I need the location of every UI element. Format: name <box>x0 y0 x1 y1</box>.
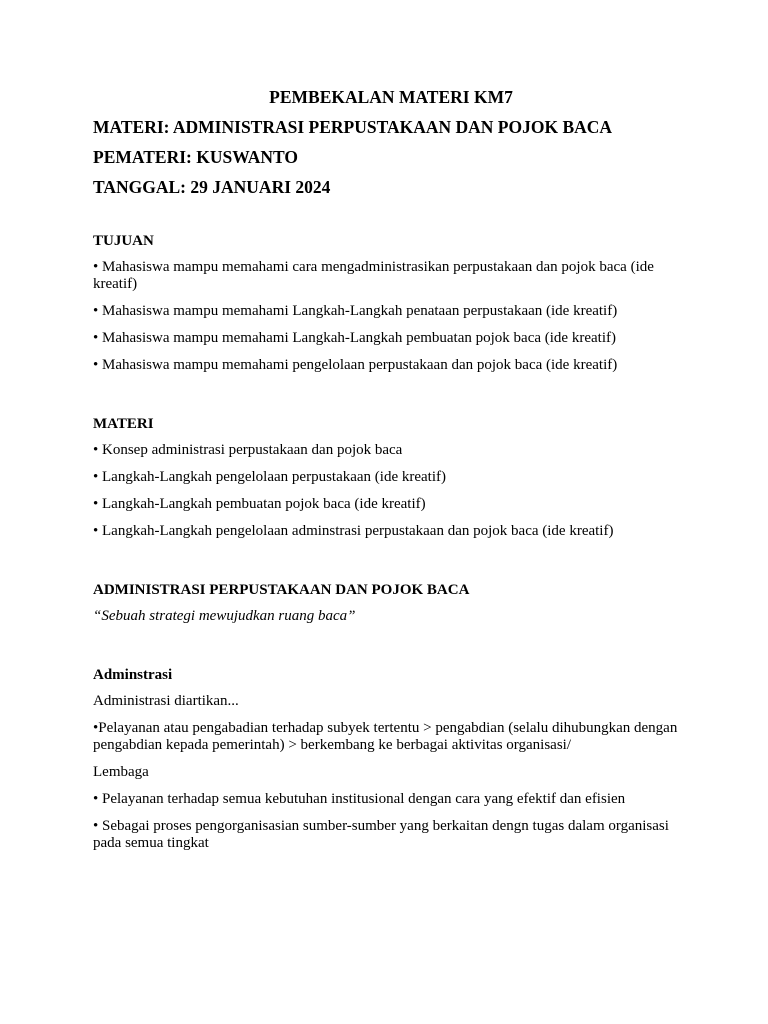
materi-item: • Langkah-Langkah pengelolaan perpustakaan (ide kreatif) <box>93 469 447 485</box>
materi-item: • Konsep administrasi perpustakaan dan pojok baca <box>93 442 403 458</box>
tanggal-line: TANGGAL: 29 JANUARI 2024 <box>93 177 331 197</box>
spacer <box>93 206 683 233</box>
adminstrasi-heading: Adminstrasi <box>93 667 173 683</box>
document-title: PEMBEKALAN MATERI KM7 <box>269 87 513 107</box>
tujuan-item: • Mahasiswa mampu memahami cara mengadministrasikan perpustakaan dan pojok baca (ide kreatif) <box>93 259 654 292</box>
administrasi-quote: “Sebuah strategi mewujudkan ruang baca” <box>93 608 356 624</box>
adminstrasi-item: •Pelayanan atau pengabadian terhadap subyek tertentu > pengabdian (selalu dihubungkan dengan pengabdian kepada pemerintah) > berkembang ke berbagai aktivitas organisasi/ <box>93 720 678 753</box>
adminstrasi-item: • Pelayanan terhadap semua kebutuhan institusional dengan cara yang efektif dan efisien <box>93 791 626 807</box>
spacer <box>93 550 683 582</box>
spacer <box>93 635 683 667</box>
document-page <box>93 86 683 862</box>
materi-item: • Langkah-Langkah pengelolaan adminstrasi perpustakaan dan pojok baca (ide kreatif) <box>93 523 614 539</box>
administrasi-heading: ADMINISTRASI PERPUSTAKAAN DAN POJOK BACA <box>93 582 470 598</box>
materi-line: MATERI: ADMINISTRASI PERPUSTAKAAN DAN POJOK BACA <box>93 117 613 137</box>
spacer <box>93 384 683 416</box>
materi-heading: MATERI <box>93 416 154 432</box>
adminstrasi-item: • Sebagai proses pengorganisasian sumber-sumber yang berkaitan dengn tugas dalam organisasi pada semua tingkat <box>93 818 669 851</box>
adminstrasi-item: Lembaga <box>93 764 149 780</box>
tujuan-heading: TUJUAN <box>93 233 154 249</box>
pemateri-line: PEMATERI: KUSWANTO <box>93 147 299 167</box>
materi-item: • Langkah-Langkah pembuatan pojok baca (ide kreatif) <box>93 496 426 512</box>
tujuan-item: • Mahasiswa mampu memahami pengelolaan perpustakaan dan pojok baca (ide kreatif) <box>93 357 618 373</box>
adminstrasi-intro: Administrasi diartikan... <box>93 693 239 709</box>
tujuan-item: • Mahasiswa mampu memahami Langkah-Langkah pembuatan pojok baca (ide kreatif) <box>93 330 616 346</box>
tujuan-item: • Mahasiswa mampu memahami Langkah-Langkah penataan perpustakaan (ide kreatif) <box>93 303 618 319</box>
